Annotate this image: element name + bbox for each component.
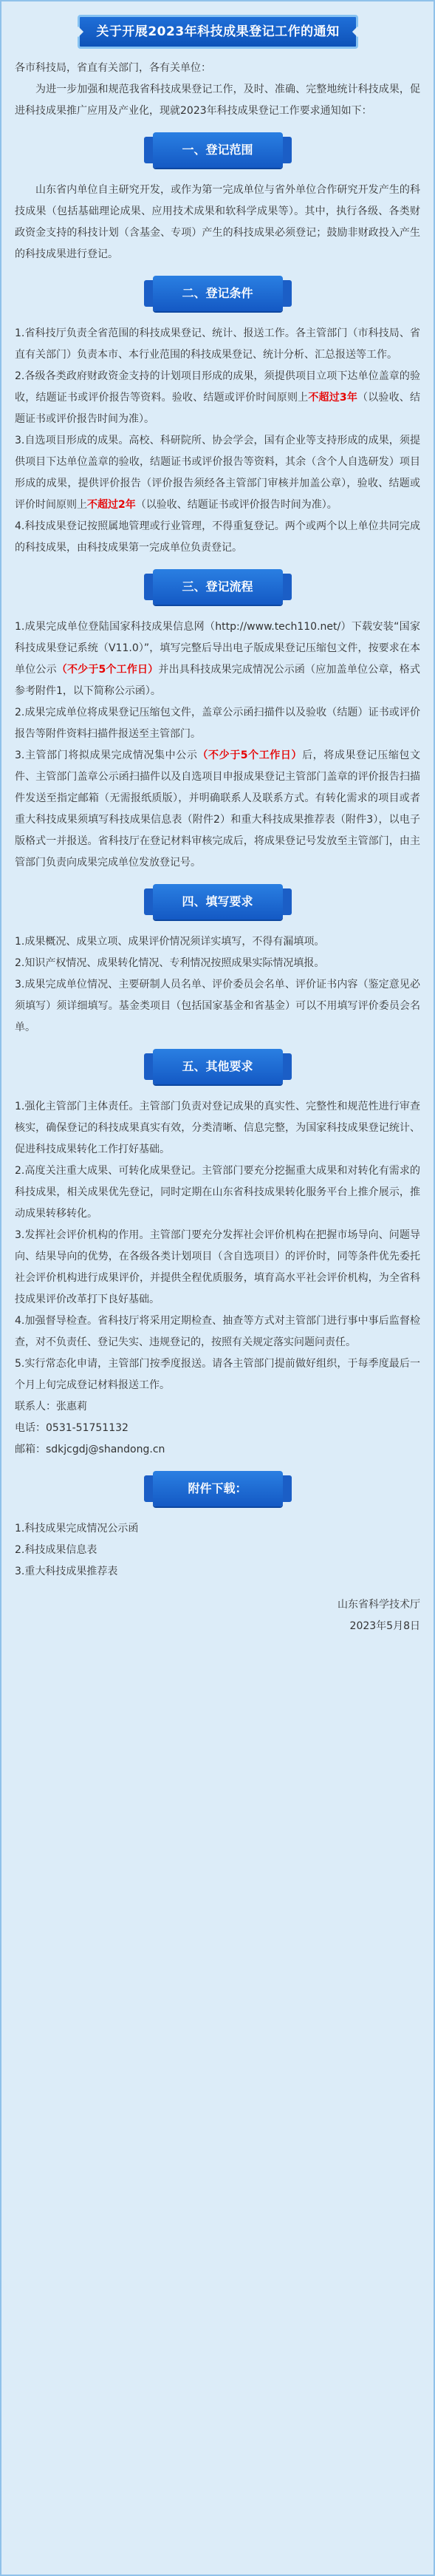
fill-item: 2.知识产权情况、成果转化情况、专利情况按照成果实际情况填报。: [15, 957, 325, 969]
condition-item: 4.科技成果登记按照属地管理或行业管理，不得重复登记。两个或两个以上单位共同完成的科技成果，由科技成果第一完成单位负责登记。: [15, 520, 420, 554]
signature-org: 山东省科学技术厅: [338, 1599, 420, 1611]
highlight-text: （不少于5个工作日）: [56, 664, 159, 676]
attachment-link[interactable]: 1.科技成果完成情况公示函: [15, 1523, 139, 1535]
process-item: 1.成果完成单位登陆国家科技成果信息网（http://www.tech110.net/）下载安装“国家科技成果登记系统（V11.0）”，填写完整后导出电子版成果登记压缩包文件，按要求在本单位公示（不少于5个工作日）并出具科技成果完成情况公示函（应加盖单位公章，格式参考附件1，以下简称公示函）。: [15, 621, 420, 697]
condition-item: 2.各级各类政府财政资金支持的计划项目形成的成果，须提供项目立项下达单位盖章的验收，结题证书或评价报告等资料。验收、结题或评价时间原则上不超过3年（以验收、结题证书或评价报告时间为准）。: [15, 370, 421, 425]
signature-date: 2023年5月8日: [349, 1620, 420, 1632]
section-label: 五、其他要求: [153, 1049, 283, 1084]
section-label: 附件下载：: [153, 1471, 283, 1506]
process-item: 2.成果完成单位将成果登记压缩包文件，盖章公示函扫描件以及验收（结题）证书或评价报告等附件资料扫描件报送至主管部门。: [15, 707, 420, 740]
section-header-attachments: [144, 1471, 292, 1506]
contact-email: 邮箱：sdkjcgdj@shandong.cn: [15, 1444, 165, 1455]
condition-item: 1.省科技厅负责全省范围的科技成果登记、统计、报送工作。各主管部门（市科技局、省直有关部门）负责本市、本行业范围的科技成果登记、统计分析、汇总报送等工作。: [15, 327, 420, 361]
fill-item: 3.成果完成单位情况、主要研制人员名单、评价委员会名单、评价证书内容（鉴定意见必须填写）须详细填写。基金类项目（包括国家基金和省基金）可以不用填写评价委员会名单。: [15, 979, 420, 1033]
highlight-text: 不超过3年: [308, 392, 358, 404]
other-item: 1.强化主管部门主体责任。主管部门负责对登记成果的真实性、完整性和规范性进行审查核实，确保登记的科技成果真实有效，分类清晰、信息完整，为国家科技成果登记统计、促进科技成果转化工作打好基础。: [15, 1101, 420, 1155]
condition-item: 3.自选项目形成的成果。高校、科研院所、协会学会，国有企业等支持形成的成果，须提供项目下达单位盖章的验收，结题证书或评价报告等资料，其余（含个人自选研发）项目形成的成果，提供评价报告（评价报告须经各主管部门审核并加盖公章），验收、结题或评价时间原则上不超过2年（以验收、结题证书或评价报告时间为准）。: [15, 435, 420, 511]
attachment-link[interactable]: 3.重大科技成果推荐表: [15, 1566, 118, 1577]
section-header-scope: [144, 132, 292, 168]
attachment-link[interactable]: 2.科技成果信息表: [15, 1544, 97, 1556]
other-item: 4.加强督导检查。省科技厅将采用定期检查、抽查等方式对主管部门进行事中事后监督检查，对不负责任、登记失实、违规登记的，按照有关规定落实问题问责任。: [15, 1315, 420, 1348]
fill-item: 1.成果概况、成果立项、成果评价情况须详实填写，不得有漏填项。: [15, 936, 325, 948]
highlight-text: （不少于5个工作日）: [197, 750, 303, 761]
section-label: 一、登记范围: [153, 132, 283, 168]
contact-person: 联系人：张惠莉: [15, 1401, 87, 1413]
notice-body: [15, 58, 420, 1637]
process-item: 3.主管部门将拟成果完成情况集中公示（不少于5个工作日）后，将成果登记压缩包文件、主管部门盖章公示函扫描件以及自选项目申报成果登记主管部门盖章的评价报告扫描件发送至指定邮箱（无需报纸质版），并明确联系人及联系方式。有转化需求的项目或者重大科技成果须填写科技成果信息表（附件2）和重大科技成果推荐表（附件3），以电子版格式一并报送。省科技厅在登记材料审核完成后，将成果登记号发放至主管部门，由主管部门负责向成果完成单位发放登记号。: [15, 750, 421, 869]
other-item: 3.发挥社会评价机构的作用。主管部门要充分发挥社会评价机构在把握市场导向、问题导向、结果导向的优势，在各级各类计划项目（含自选项目）的评价时，同等条件优先委托社会评价机构进行成果评价，并提供全程优质服务，填育高水平社会评价机构，为全省科技成果评价改革打下良好基础。: [15, 1229, 420, 1305]
section-header-fill: [144, 884, 292, 920]
section-header-process: [144, 569, 292, 605]
section-label: 三、登记流程: [153, 569, 283, 605]
other-item: 2.高度关注重大成果、可转化成果登记。主管部门要充分挖掘重大成果和对转化有需求的科技成果，相关成果优先登记，同时定期在山东省科技成果转化服务平台上推介展示，推动成果转移转化。: [15, 1165, 420, 1220]
notice-title: 关于开展2023年科技成果登记工作的通知: [78, 15, 358, 49]
scope-paragraph: 山东省内单位自主研究开发，或作为第一完成单位与省外单位合作研究开发产生的科技成果（包括基础理论成果、应用技术成果和软科学成果等）。其中，执行各级、各类财政资金支持的科技计划（含基金、专项）产生的科技成果必须登记；鼓励非财政投入产生的科技成果进行登记。: [15, 184, 420, 260]
section-label: 二、登记条件: [153, 276, 283, 311]
highlight-text: 不超过2年: [87, 499, 136, 511]
intro-paragraph: 为进一步加强和规范我省科技成果登记工作，及时、准确、完整地统计科技成果，促进科技成果推广应用及产业化，现就2023年科技成果登记工作要求通知如下：: [15, 84, 420, 117]
section-label: 四、填写要求: [153, 884, 283, 920]
section-header-conditions: [144, 276, 292, 311]
other-item: 5.实行常态化申请，主管部门按季度报送。请各主管部门提前做好组织，于每季度最后一个月上旬完成登记材料报送工作。: [15, 1358, 420, 1391]
greeting: 各市科技局，省直有关部门，各有关单位：: [15, 62, 211, 74]
section-header-other: [144, 1049, 292, 1084]
contact-phone: 电话：0531-51751132: [15, 1422, 129, 1434]
